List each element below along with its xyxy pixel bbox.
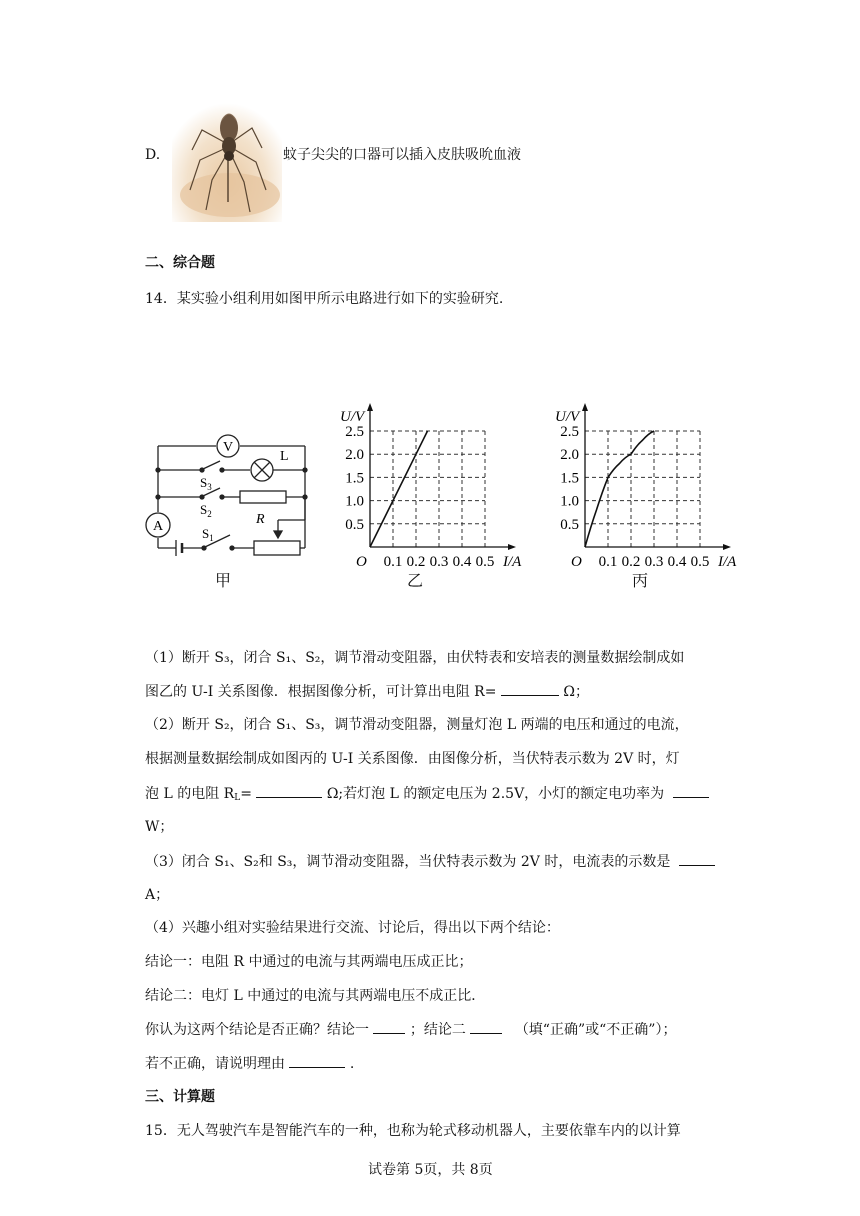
x-tick-label: 0.3 — [429, 554, 449, 570]
part3-line2: A； — [145, 887, 170, 903]
question-stem: 14．某实验小组利用如图甲所示电路进行如下的实验研究. — [145, 291, 504, 307]
switch-s3-label: $S_3$ — [200, 475, 212, 492]
y-axis-label: U/V — [555, 409, 580, 425]
switch-s2-label: $S_2$ — [200, 502, 212, 519]
x-axis-arrow — [723, 544, 731, 550]
part2-line4: W； — [145, 819, 174, 835]
resistor-label: R — [256, 512, 265, 527]
y-axis-arrow — [582, 403, 588, 411]
part4-reason: 若不正确，请说明理由 . — [145, 1053, 354, 1074]
conclusion-1: 结论一：电阻 R 中通过的电流与其两端电压成正比； — [145, 954, 473, 970]
ammeter-label: A — [152, 519, 164, 534]
answer-blank[interactable] — [501, 681, 559, 696]
answer-blank[interactable] — [373, 1019, 405, 1034]
switch-s1-label: $S_1$ — [202, 526, 214, 543]
x-tick-label: 0.2 — [406, 554, 426, 570]
question-stem: 15．无人驾驶汽车是智能汽车的一种，也称为轮式移动机器人，主要依靠车内的以计算 — [145, 1123, 681, 1139]
answer-blank[interactable] — [289, 1053, 345, 1068]
y-tick-label: 2.5 — [560, 424, 579, 440]
x-tick-label: 0.3 — [644, 554, 664, 570]
origin-label: O — [571, 554, 582, 570]
section-title: 三、计算题 — [145, 1089, 215, 1105]
y-tick-label: 0.5 — [560, 516, 579, 533]
mosquito-photo-icon — [172, 90, 282, 222]
part2-line3: 泡 L 的电阻 $R_L= \Omega$;若灯泡 L 的额定电压为 2.5V，小灯的额定电功率为 — [145, 783, 709, 808]
x-tick-label: 0.4 — [452, 554, 472, 570]
circuit-diagram — [140, 430, 320, 590]
part4-question: 你认为这两个结论是否正确？结论一 ；结论二 （填“正确”或“不正确”）； — [145, 1019, 676, 1040]
part1-line2: 图乙的 U-I 关系图像．根据图像分析，可计算出电阻 R= Ω； — [145, 681, 589, 702]
figure-label-jia: 甲 — [215, 571, 232, 590]
y-axis-arrow — [367, 403, 373, 411]
u-i-curve — [585, 431, 654, 547]
x-tick-label: 0.4 — [667, 554, 687, 570]
conclusion-2: 结论二：电灯 L 中通过的电流与其两端电压不成正比． — [145, 988, 486, 1004]
answer-blank[interactable] — [256, 783, 322, 798]
y-tick-label: 1.0 — [560, 493, 579, 510]
x-tick-label: 0.1 — [383, 554, 403, 570]
part2-line2: 根据测量数据绘制成如图丙的 U-I 关系图像．由图像分析，当伏特表示数为 2V 时，灯 — [145, 751, 680, 767]
y-tick-label: 1.5 — [345, 470, 364, 487]
x-axis-arrow — [508, 544, 516, 550]
y-tick-label: 2.0 — [560, 447, 579, 464]
option-letter: D. — [145, 147, 161, 163]
x-tick-label: 0.2 — [621, 554, 641, 570]
page-footer: 试卷第 5页，共 8页 — [368, 1162, 493, 1178]
chart-bing — [540, 395, 750, 570]
u-i-curve — [370, 431, 428, 547]
lamp-label: L — [280, 449, 289, 464]
answer-blank[interactable] — [470, 1019, 502, 1034]
y-tick-label: 1.0 — [345, 493, 364, 510]
y-axis-label: U/V — [340, 409, 365, 425]
y-tick-label: 2.5 — [345, 424, 364, 440]
y-tick-label: 0.5 — [345, 516, 364, 533]
part1-line1: （1）断开 S₃，闭合 S₁、S₂，调节滑动变阻器，由伏特表和安培表的测量数据绘制成如 — [145, 650, 685, 666]
part3-line1: （3）闭合 S₁、S₂和 S₃，调节滑动变阻器，当伏特表示数为 2V 时，电流表的示数是 — [145, 851, 715, 872]
x-tick-label: 0.5 — [690, 554, 710, 570]
part2-line1: （2）断开 S₂，闭合 S₁、S₃，调节滑动变阻器，测量灯泡 L 两端的电压和通过的电流， — [145, 717, 689, 733]
x-axis-label: I/A — [718, 554, 737, 570]
y-tick-label: 2.0 — [345, 447, 364, 464]
figure-label-yi: 乙 — [407, 571, 424, 590]
x-tick-label: 0.5 — [475, 554, 495, 570]
figure-label-bing: 丙 — [632, 571, 649, 590]
part4-line1: （4）兴趣小组对实验结果进行交流、讨论后，得出以下两个结论： — [145, 920, 560, 936]
y-tick-label: 1.5 — [560, 470, 579, 487]
answer-blank[interactable] — [673, 783, 709, 798]
chart-yi — [325, 395, 535, 570]
option-d-text: 蚊子尖尖的口器可以插入皮肤吸吮血液 — [283, 147, 521, 163]
answer-blank[interactable] — [679, 851, 715, 866]
origin-label: O — [356, 554, 367, 570]
x-tick-label: 0.1 — [598, 554, 618, 570]
section-title: 二、综合题 — [145, 255, 215, 271]
x-axis-label: I/A — [503, 554, 522, 570]
voltmeter-label: V — [222, 440, 234, 455]
